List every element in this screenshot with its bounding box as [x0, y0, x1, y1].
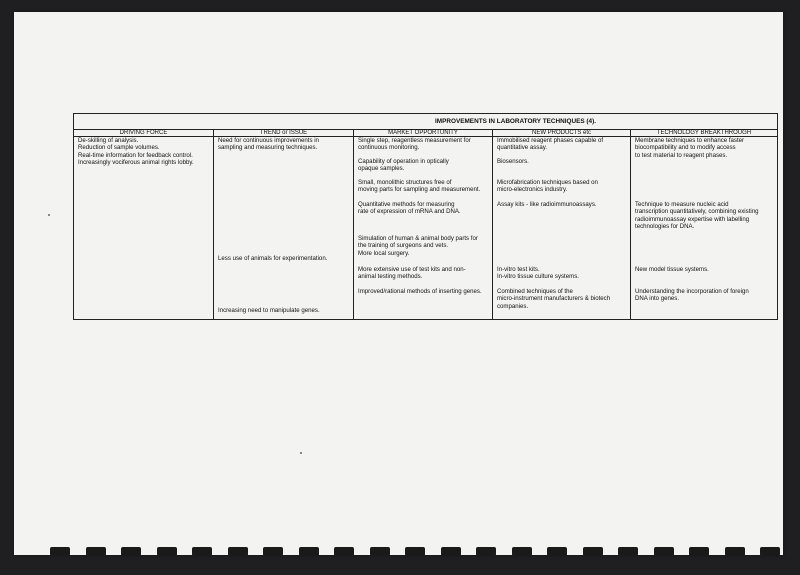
market-item: Quantitative methods for measuring rate of expression of mRNA and DNA.	[358, 201, 461, 216]
driving-force-cell	[74, 137, 214, 320]
new-products-cell	[493, 137, 631, 320]
binding-hole	[370, 547, 390, 556]
market-item: Single step, reagentless measurement for continuous monitoring.	[358, 137, 471, 152]
product-item: Biosensors.	[497, 158, 529, 165]
column-header-trend: TREND or ISSUE	[214, 130, 354, 137]
table-title-cell	[74, 114, 778, 130]
binding-hole	[86, 547, 106, 556]
market-item: Improved/rational methods of inserting genes.	[358, 288, 482, 295]
binding-hole	[441, 547, 461, 556]
binding-hole	[583, 547, 603, 556]
speck-mark	[300, 452, 302, 454]
technology-item: Understanding the incorporation of foreign DNA into genes.	[635, 288, 749, 303]
column-header-market-opportunity: MARKET OPPORTUNITY	[354, 130, 493, 137]
binding-holes	[50, 547, 780, 559]
product-item: Assay kits - like radioimmunoassays.	[497, 201, 597, 208]
technology-item: Membrane techniques to enhance faster biocompatibility and to modify access to test material to reagent phases.	[635, 137, 745, 159]
driving-force-text: De-skilling of analysis. Reduction of sample volumes. Real-time information for feedback control. Increasingly vociferous animal rights lobby.	[78, 137, 194, 167]
binding-hole	[263, 547, 283, 556]
binding-hole	[512, 547, 532, 556]
binding-hole	[547, 547, 567, 556]
binding-hole	[476, 547, 496, 556]
binding-hole	[192, 547, 212, 556]
market-opportunity-cell	[354, 137, 493, 320]
binding-hole	[654, 547, 674, 556]
technology-breakthrough-cell	[631, 137, 778, 320]
binding-hole	[760, 547, 780, 556]
trend-item: Less use of animals for experimentation.	[218, 255, 328, 262]
binding-hole	[405, 547, 425, 556]
binding-hole	[334, 547, 354, 556]
binding-hole	[299, 547, 319, 556]
binding-hole	[121, 547, 141, 556]
product-item: Microfabrication techniques based on micro-electronics industry.	[497, 179, 598, 194]
column-header-driving-force: DRIVING FORCE	[74, 130, 214, 137]
technology-item: New model tissue systems.	[635, 266, 709, 273]
trend-item: Need for continuous improvements in sampling and measuring techniques.	[218, 137, 319, 152]
product-item: Immobilised reagent phases capable of quantitative assay.	[497, 137, 604, 152]
binding-hole	[618, 547, 638, 556]
column-header-new-products: NEW PRODUCTS etc	[493, 130, 631, 137]
table-title: IMPROVEMENTS IN LABORATORY TECHNIQUES (4).	[435, 117, 596, 125]
binding-hole	[50, 547, 70, 556]
techniques-matrix-table	[73, 113, 778, 320]
market-item: More extensive use of test kits and non- animal testing methods.	[358, 266, 466, 281]
binding-hole	[689, 547, 709, 556]
market-item: Simulation of human & animal body parts for the training of surgeons and vets. More local surgery.	[358, 235, 478, 257]
document-page	[14, 12, 783, 555]
trend-item: Increasing need to manipulate genes.	[218, 307, 320, 314]
market-item: Capability of operation in optically opaque samples.	[358, 158, 449, 173]
product-item: Combined techniques of the micro-instrument manufacturers & biotech companies.	[497, 288, 611, 310]
binding-hole	[157, 547, 177, 556]
trend-cell	[214, 137, 354, 320]
speck-mark	[48, 214, 50, 216]
technology-item: Technique to measure nucleic acid transcription quantitatively, combining existing radioimmunoassay expertise with labelling technologies for DNA.	[635, 201, 759, 231]
market-item: Small, monolithic structures free of moving parts for sampling and measurement.	[358, 179, 481, 194]
binding-hole	[725, 547, 745, 556]
binding-hole	[228, 547, 248, 556]
product-item: In-vitro test kits. In-vitro tissue culture systems.	[497, 266, 579, 281]
column-header-technology-breakthrough: TECHNOLOGY BREAKTHROUGH	[631, 130, 778, 137]
